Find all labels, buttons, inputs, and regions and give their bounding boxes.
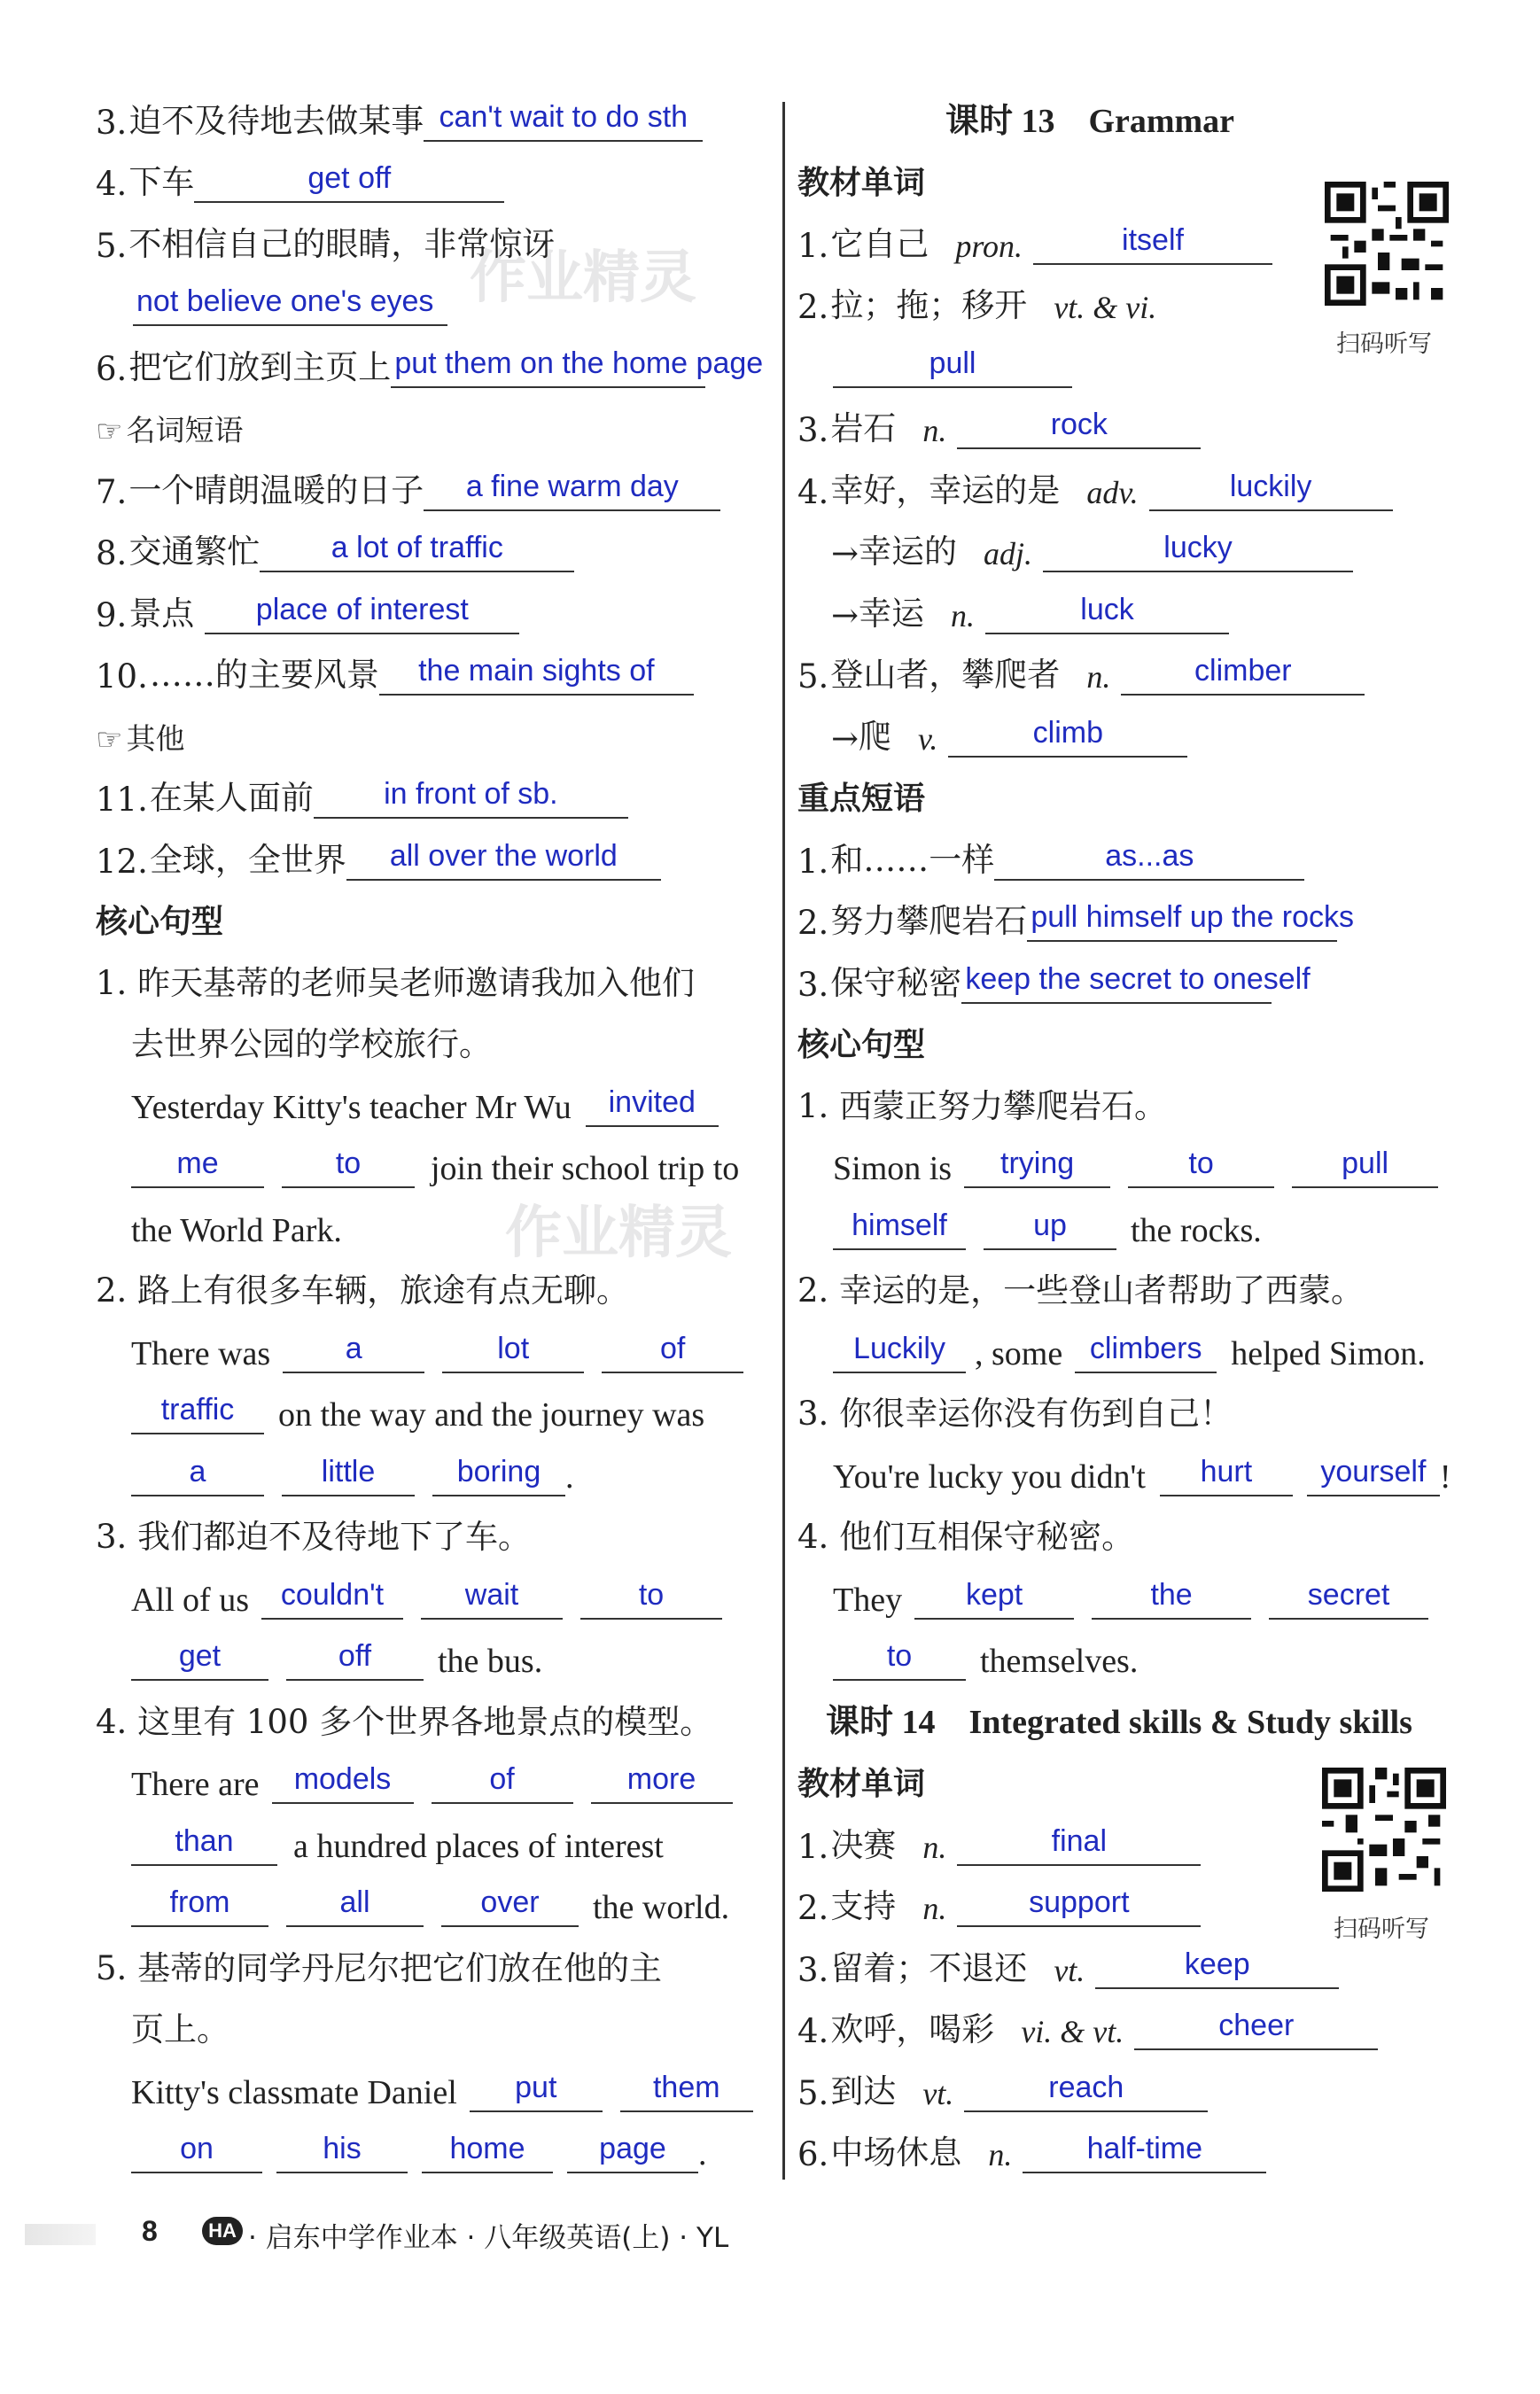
answer-text: final bbox=[1051, 1823, 1107, 1858]
sentence-text: There was bbox=[131, 1334, 271, 1372]
sentence-text: . bbox=[698, 2135, 707, 2172]
answer-text: on bbox=[180, 2132, 214, 2165]
part-of-speech: n. bbox=[988, 2137, 1013, 2172]
word-row: 3. 岩石 n. rock bbox=[797, 388, 1453, 450]
phrase-cn: 下车 bbox=[128, 163, 195, 201]
sentence-text: All of us bbox=[131, 1581, 249, 1619]
word-row: 3. 留着；不退还 vt. keep bbox=[797, 1927, 1453, 1989]
answer-blank[interactable] bbox=[957, 408, 1201, 449]
left-column bbox=[96, 80, 780, 2173]
answer-text: models bbox=[293, 1762, 392, 1796]
sentence-en bbox=[797, 1558, 1453, 1620]
answer-text: from bbox=[169, 1885, 230, 1919]
answer-text: climb bbox=[1032, 715, 1103, 750]
phrase-cn: 在某人面前 bbox=[149, 779, 314, 817]
word-row: 6. 中场休息 n. half-time bbox=[797, 2112, 1453, 2174]
qr-code-icon[interactable] bbox=[1325, 182, 1449, 306]
answer-text: boring bbox=[456, 1454, 541, 1488]
answer-blank[interactable] bbox=[286, 1886, 424, 1927]
phrase-row: 2. 努力攀爬岩石 pull himself up the rocks bbox=[797, 881, 1453, 943]
phrase-row: 11. 在某人面前 in front of sb. bbox=[96, 758, 780, 820]
sentence-text: . bbox=[565, 1457, 574, 1496]
answer-text: to bbox=[335, 1146, 362, 1180]
answer-blank[interactable] bbox=[957, 1886, 1201, 1927]
answer-text: pull bbox=[1342, 1146, 1389, 1180]
answer-text: of bbox=[489, 1762, 515, 1796]
answer-blank[interactable] bbox=[1033, 224, 1272, 265]
phrase-cn: 和……一样 bbox=[830, 840, 995, 879]
answer-text: couldn't bbox=[280, 1577, 385, 1612]
section-title: 教材单词 bbox=[797, 165, 926, 201]
answer-blank[interactable] bbox=[441, 1886, 579, 1927]
word-row: 2. 拉；拖；移开 vt. & vi. bbox=[797, 265, 1453, 327]
answer-blank[interactable] bbox=[131, 1456, 264, 1496]
answer-blank[interactable] bbox=[131, 1825, 277, 1866]
answer-text: lucky bbox=[1163, 531, 1233, 564]
answer-blank[interactable] bbox=[994, 840, 1304, 881]
watermark: 作业精灵 bbox=[470, 245, 696, 311]
sentence-text: a hundred places of interest bbox=[293, 1827, 664, 1865]
answer-blank[interactable] bbox=[314, 778, 628, 819]
sentence-en bbox=[797, 1620, 1453, 1682]
answer-blank[interactable] bbox=[1121, 655, 1365, 696]
sentence-en bbox=[96, 1434, 780, 1496]
answer-blank[interactable] bbox=[194, 162, 504, 203]
answer-text: of bbox=[660, 1331, 686, 1365]
part-of-speech: adv. bbox=[1086, 474, 1139, 510]
phrase-row: 4. 下车 get off bbox=[96, 142, 780, 204]
answer-blank[interactable] bbox=[133, 285, 447, 326]
answer-text: invited bbox=[608, 1084, 696, 1119]
section-title: 核心句型 bbox=[96, 904, 224, 940]
answer-text: me bbox=[176, 1146, 219, 1180]
phrase-cn: ……的主要风景 bbox=[149, 656, 379, 694]
answer-blank[interactable] bbox=[260, 532, 574, 572]
pointing-hand-icon: ☞ bbox=[96, 414, 123, 449]
word-cn: 它自己 bbox=[830, 224, 929, 263]
phrase-cn: 交通繁忙 bbox=[128, 532, 261, 571]
answer-text: in front of sb. bbox=[384, 777, 558, 811]
sentence-en bbox=[797, 1127, 1453, 1189]
answer-text: support bbox=[1029, 1885, 1130, 1919]
answer-blank[interactable] bbox=[1043, 532, 1353, 572]
part-of-speech: n. bbox=[1086, 659, 1111, 695]
pointing-hand-icon: ☞ bbox=[96, 721, 123, 758]
answer-blank[interactable] bbox=[1027, 900, 1355, 942]
phrase-cn: 一个晴朗温暖的日子 bbox=[128, 470, 424, 509]
word-cn: 决赛 bbox=[830, 1825, 897, 1864]
answer-blank[interactable] bbox=[1160, 1456, 1293, 1496]
sentence-text: Yesterday Kitty's teacher Mr Wu bbox=[131, 1088, 572, 1126]
answer-text: the bbox=[1150, 1577, 1193, 1612]
part-of-speech: n. bbox=[922, 413, 947, 448]
arrow-icon: → bbox=[831, 595, 859, 634]
section-title: 重点短语 bbox=[797, 781, 926, 817]
phrase-cn: 迫不及待地去做某事 bbox=[128, 101, 424, 140]
sentence-text: helped Simon. bbox=[1231, 1334, 1426, 1372]
sentence-en bbox=[797, 1434, 1453, 1496]
answer-text: them bbox=[652, 2070, 720, 2104]
answer-text: pull bbox=[929, 346, 976, 380]
answer-text: luck bbox=[1080, 592, 1134, 626]
answer-text: keep the secret to oneself bbox=[965, 961, 1311, 996]
answer-text: hurt bbox=[1200, 1454, 1253, 1488]
answer-text: kept bbox=[965, 1577, 1023, 1612]
phrase-row: 3. 保守秘密 keep the secret to oneself bbox=[797, 942, 1453, 1004]
sentence-en bbox=[96, 1311, 780, 1373]
brand-badge: HA bbox=[202, 2217, 243, 2245]
phrase-row: 8. 交通繁忙 a lot of traffic bbox=[96, 511, 780, 573]
sentence-en bbox=[96, 1743, 780, 1805]
column-divider bbox=[782, 102, 785, 2180]
sentence-text: They bbox=[833, 1581, 903, 1619]
answer-blank[interactable] bbox=[205, 594, 519, 634]
word-cn: 欢呼，喝彩 bbox=[830, 2010, 995, 2048]
answer-blank[interactable] bbox=[1092, 1579, 1251, 1620]
answer-text: rock bbox=[1050, 408, 1108, 441]
answer-blank[interactable] bbox=[984, 1209, 1116, 1250]
word-cn: 爬 bbox=[859, 717, 892, 756]
sentence-en: the World Park. bbox=[131, 1211, 342, 1249]
phrase-cn: 把它们放到主页上 bbox=[128, 347, 392, 386]
answer-blank[interactable] bbox=[961, 961, 1311, 1004]
answer-text: than bbox=[175, 1823, 234, 1858]
sentence-en bbox=[96, 2112, 780, 2174]
answer-blank[interactable] bbox=[1075, 1333, 1217, 1373]
sentence-cn: 3. 你很幸运你没有伤到自己！ bbox=[797, 1395, 1233, 1433]
sentence-cn: 去世界公园的学校旅行。 bbox=[131, 1025, 492, 1063]
answer-blank[interactable] bbox=[1292, 1147, 1438, 1188]
word-row: 4. 幸好，幸运的是 adv. luckily bbox=[797, 449, 1453, 511]
scan-label: 扫码听写 bbox=[1336, 330, 1432, 358]
word-row: 1. 决赛 n. final bbox=[797, 1804, 1453, 1866]
answer-text: a bbox=[345, 1331, 362, 1365]
sentence-en bbox=[96, 1558, 780, 1620]
answer-text: over bbox=[480, 1885, 540, 1919]
word-row bbox=[797, 511, 1453, 573]
answer-blank[interactable] bbox=[948, 717, 1187, 758]
answer-text: cheer bbox=[1218, 2009, 1295, 2042]
answer-text: all bbox=[339, 1885, 370, 1919]
sentence-text: the world. bbox=[593, 1889, 730, 1926]
sentence-cn: 2. 幸运的是，一些登山者帮助了西蒙。 bbox=[797, 1271, 1365, 1310]
phrase-row bbox=[96, 265, 780, 327]
answer-text: climber bbox=[1194, 654, 1292, 688]
sentence-text: Kitty's classmate Daniel bbox=[131, 2073, 457, 2111]
sentence-text: ! bbox=[1439, 1457, 1451, 1496]
sentence-en bbox=[96, 1620, 780, 1682]
answer-blank[interactable] bbox=[964, 2071, 1208, 2112]
answer-blank[interactable] bbox=[276, 2133, 408, 2173]
part-of-speech: vt. bbox=[1054, 1952, 1085, 1988]
sentence-en bbox=[797, 1188, 1453, 1250]
phrase-cn: 全球，全世界 bbox=[149, 840, 346, 879]
phrase-cn: 保守秘密 bbox=[830, 963, 962, 1002]
sentence-text: , some bbox=[975, 1334, 1063, 1372]
sentence-en bbox=[96, 1373, 780, 1435]
section-title: 核心句型 bbox=[797, 1027, 926, 1063]
part-of-speech: vt. bbox=[922, 2075, 954, 2111]
answer-text: to bbox=[638, 1577, 665, 1612]
answer-blank[interactable] bbox=[833, 1333, 966, 1373]
answer-text: climbers bbox=[1089, 1331, 1202, 1365]
arrow-icon: → bbox=[831, 719, 859, 758]
part-of-speech: n. bbox=[922, 1891, 947, 1926]
phrase-row: 12. 全球，全世界 all over the world bbox=[96, 819, 780, 881]
sentence-cn: 4. 他们互相保守秘密。 bbox=[797, 1518, 1135, 1556]
answer-blank[interactable] bbox=[833, 1640, 966, 1681]
page-footer bbox=[0, 2206, 1540, 2277]
section-title: 教材单词 bbox=[797, 1766, 926, 1802]
sentence-en bbox=[96, 1065, 780, 1127]
answer-text: put them on the home page bbox=[394, 346, 764, 380]
answer-blank[interactable] bbox=[442, 1333, 584, 1373]
word-cn: 留着；不退还 bbox=[830, 1948, 1028, 1987]
sentence-text: themselves. bbox=[980, 1643, 1139, 1680]
lesson-13-title: 课时 13 Grammar bbox=[945, 102, 1235, 140]
sentence-cn: 4. 这里有 100 多个世界各地景点的模型。 bbox=[96, 1702, 713, 1741]
qr-code-icon[interactable] bbox=[1322, 1768, 1446, 1892]
part-of-speech: vi. & vt. bbox=[1021, 2014, 1124, 2049]
answer-text: more bbox=[626, 1762, 696, 1796]
phrase-row: 7. 一个晴朗温暖的日子 a fine warm day bbox=[96, 449, 780, 511]
category-text: 名词短语 bbox=[126, 413, 244, 447]
answer-blank[interactable] bbox=[1269, 1579, 1428, 1620]
answer-text: reach bbox=[1048, 2070, 1124, 2104]
sentence-text: on the way and the journey was bbox=[278, 1396, 705, 1434]
answer-blank[interactable] bbox=[591, 1763, 733, 1804]
answer-text: to bbox=[886, 1639, 913, 1673]
word-cn: 幸好，幸运的是 bbox=[830, 470, 1061, 509]
answer-text: itself bbox=[1122, 222, 1184, 257]
answer-blank[interactable] bbox=[1307, 1456, 1440, 1496]
answer-blank[interactable] bbox=[985, 594, 1229, 634]
answer-blank[interactable] bbox=[261, 1579, 403, 1620]
answer-blank[interactable] bbox=[286, 1640, 424, 1681]
category-text: 其他 bbox=[126, 720, 185, 756]
phrase-cn: 努力攀爬岩石 bbox=[830, 902, 1028, 940]
word-cn: 到达 bbox=[830, 2071, 897, 2110]
answer-text: pull himself up the rocks bbox=[1031, 900, 1355, 934]
answer-blank[interactable] bbox=[1134, 2009, 1378, 2050]
sentence-text: You're lucky you didn't bbox=[833, 1457, 1146, 1496]
answer-blank[interactable] bbox=[346, 840, 661, 881]
answer-text: as...as bbox=[1105, 838, 1194, 873]
answer-text: lot bbox=[497, 1331, 530, 1365]
sentence-cn: 1. 昨天基蒂的老师吴老师邀请我加入他们 bbox=[96, 963, 696, 1002]
sentence-text: the bus. bbox=[438, 1643, 543, 1680]
category-label bbox=[96, 696, 780, 758]
scan-label: 扫码听写 bbox=[1334, 1916, 1429, 1943]
answer-blank[interactable] bbox=[131, 1394, 264, 1434]
answer-text: a fine warm day bbox=[465, 469, 679, 503]
word-cn: 支持 bbox=[830, 1887, 897, 1925]
phrase-row: 5. 不相信自己的眼睛，非常惊讶 bbox=[96, 203, 780, 265]
answer-text: can't wait to do sth bbox=[439, 99, 688, 134]
sentence-cn: 3. 我们都迫不及待地下了车。 bbox=[96, 1518, 532, 1556]
word-cn: 幸运的 bbox=[859, 532, 958, 571]
sentence-en bbox=[96, 2050, 780, 2112]
sentence-en bbox=[96, 1127, 780, 1189]
answer-blank[interactable] bbox=[567, 2133, 698, 2173]
answer-blank[interactable] bbox=[424, 470, 720, 511]
answer-text: Luckily bbox=[853, 1331, 945, 1365]
answer-blank[interactable] bbox=[283, 1333, 424, 1373]
sentence-cn: 1. 西蒙正努力攀爬岩石。 bbox=[797, 1086, 1168, 1125]
answer-text: secret bbox=[1307, 1577, 1390, 1612]
answer-text: not believe one's eyes bbox=[136, 284, 434, 318]
answer-blank[interactable] bbox=[957, 1825, 1201, 1866]
answer-text: himself bbox=[852, 1208, 947, 1242]
answer-text: to bbox=[1188, 1146, 1214, 1180]
sentence-cn: 2. 路上有很多车辆，旅途有点无聊。 bbox=[96, 1271, 630, 1310]
word-cn: 拉；拖；移开 bbox=[830, 286, 1028, 324]
word-row: 5. 登山者，攀爬者 n. climber bbox=[797, 634, 1453, 696]
answer-text: trying bbox=[1000, 1146, 1075, 1180]
word-row bbox=[797, 696, 1453, 758]
answer-blank[interactable] bbox=[432, 1763, 573, 1804]
footer-decoration bbox=[25, 2224, 96, 2245]
answer-text: yourself bbox=[1320, 1454, 1427, 1488]
part-of-speech: vt. & vi. bbox=[1054, 290, 1157, 325]
word-cn: 登山者，攀爬者 bbox=[830, 656, 1061, 694]
answer-blank[interactable] bbox=[602, 1333, 743, 1373]
part-of-speech: v. bbox=[918, 720, 938, 757]
sentence-cn: 5. 基蒂的同学丹尼尔把它们放在他的主 bbox=[96, 1948, 663, 1987]
answer-text: traffic bbox=[160, 1393, 235, 1426]
phrase-row: 10. ……的主要风景 the main sights of bbox=[96, 634, 780, 696]
phrase-row: 1. 和……一样 as...as bbox=[797, 819, 1453, 881]
sentence-en bbox=[797, 1311, 1453, 1373]
answer-text: his bbox=[323, 2132, 362, 2165]
part-of-speech: n. bbox=[922, 1829, 947, 1865]
answer-blank[interactable] bbox=[833, 347, 1072, 388]
answer-blank[interactable] bbox=[421, 1579, 563, 1620]
word-cn: 中场休息 bbox=[830, 2134, 962, 2172]
answer-text: up bbox=[1033, 1208, 1067, 1242]
sentence-text: There are bbox=[131, 1766, 260, 1803]
answer-blank[interactable] bbox=[272, 1763, 414, 1804]
answer-blank[interactable] bbox=[379, 655, 694, 696]
answer-blank[interactable] bbox=[914, 1579, 1074, 1620]
answer-text: put bbox=[515, 2070, 557, 2104]
answer-blank[interactable] bbox=[580, 1579, 722, 1620]
answer-blank[interactable] bbox=[422, 2133, 553, 2173]
lesson-14-title: 课时 14 Integrated skills & Study skills bbox=[826, 1703, 1412, 1741]
answer-blank[interactable] bbox=[964, 1147, 1110, 1188]
answer-text: place of interest bbox=[255, 592, 469, 626]
word-row: 2. 支持 n. support bbox=[797, 1866, 1453, 1928]
watermark: 作业精灵 bbox=[505, 1201, 732, 1266]
phrase-row: 9. 景点 place of interest bbox=[96, 572, 780, 634]
phrase-cn: 不相信自己的眼睛，非常惊讶 bbox=[128, 224, 556, 263]
word-row: 1. 它自己 pron. itself bbox=[797, 203, 1453, 265]
page-number: 8 bbox=[142, 2215, 158, 2247]
answer-text: page bbox=[599, 2132, 666, 2165]
category-label bbox=[96, 388, 780, 450]
sentence-text: the rocks. bbox=[1131, 1211, 1262, 1249]
answer-blank[interactable] bbox=[131, 2133, 262, 2173]
word-row: 5. 到达 vt. reach bbox=[797, 2050, 1453, 2112]
answer-text: keep bbox=[1184, 1947, 1250, 1981]
answer-text: wait bbox=[464, 1577, 519, 1612]
word-row: 4. 欢呼，喝彩 vi. & vt. cheer bbox=[797, 1989, 1453, 2051]
answer-blank[interactable] bbox=[131, 1640, 268, 1681]
answer-blank[interactable] bbox=[432, 1456, 565, 1496]
part-of-speech: pron. bbox=[955, 228, 1023, 264]
arrow-icon: → bbox=[831, 534, 859, 572]
word-cn: 幸运 bbox=[859, 594, 925, 633]
answer-blank[interactable] bbox=[470, 2071, 603, 2112]
answer-blank[interactable] bbox=[1128, 1147, 1274, 1188]
book-title: · 启东中学作业本 · 八年级英语(上) · YL bbox=[248, 2222, 729, 2254]
answer-text: little bbox=[321, 1454, 376, 1488]
answer-blank[interactable] bbox=[1149, 470, 1393, 511]
answer-blank[interactable] bbox=[131, 1886, 268, 1927]
answer-text: half-time bbox=[1086, 2132, 1202, 2165]
answer-blank[interactable] bbox=[586, 1086, 719, 1127]
word-cn: 岩石 bbox=[830, 409, 897, 447]
answer-text: all over the world bbox=[389, 838, 618, 873]
answer-text: home bbox=[449, 2132, 525, 2165]
word-row bbox=[797, 572, 1453, 634]
answer-text: the main sights of bbox=[418, 654, 655, 688]
answer-text: get bbox=[178, 1639, 222, 1673]
answer-text: off bbox=[338, 1639, 372, 1673]
sentence-text: join their school trip to bbox=[431, 1150, 740, 1187]
phrase-row: 6. 把它们放到主页上 put them on the home page bbox=[96, 326, 780, 388]
answer-blank[interactable] bbox=[131, 1147, 264, 1188]
sentence-cn: 页上。 bbox=[131, 2010, 229, 2048]
answer-blank[interactable] bbox=[282, 1456, 415, 1496]
phrase-row: 3. 迫不及待地去做某事 can't wait to do sth bbox=[96, 80, 780, 142]
answer-text: a bbox=[189, 1454, 206, 1488]
sentence-en bbox=[96, 1866, 780, 1928]
answer-blank[interactable] bbox=[1023, 2133, 1266, 2173]
sentence-en bbox=[96, 1804, 780, 1866]
answer-blank[interactable] bbox=[1095, 1948, 1339, 1989]
answer-blank[interactable] bbox=[424, 101, 703, 142]
answer-blank[interactable] bbox=[833, 1209, 966, 1250]
answer-text: a lot of traffic bbox=[331, 531, 503, 564]
answer-blank[interactable] bbox=[620, 2071, 753, 2112]
answer-blank[interactable] bbox=[282, 1147, 415, 1188]
answer-text: get off bbox=[307, 161, 392, 195]
sentence-text: Simon is bbox=[833, 1150, 953, 1187]
part-of-speech: n. bbox=[951, 597, 976, 633]
answer-text: luckily bbox=[1229, 469, 1312, 503]
phrase-cn: 景点 bbox=[128, 594, 195, 633]
part-of-speech: adj. bbox=[984, 536, 1033, 571]
